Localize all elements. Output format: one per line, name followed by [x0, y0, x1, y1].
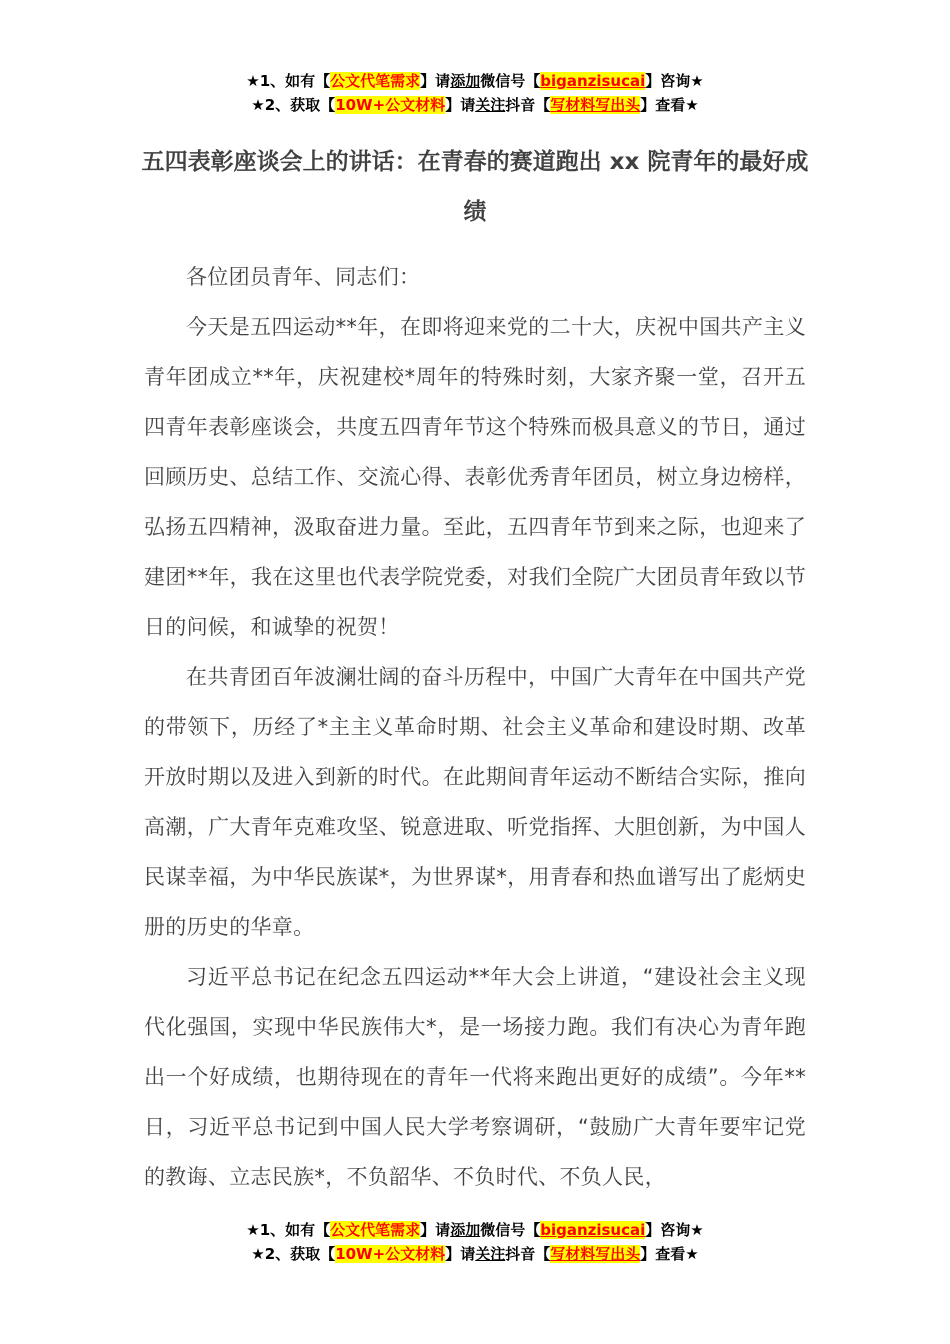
- promo-underlined-text: 关注: [475, 1245, 506, 1263]
- promo-text: 】查看★: [640, 1245, 699, 1263]
- promo-text: 微信号【: [480, 72, 541, 90]
- promo-text: 】请: [445, 96, 476, 114]
- promo-line-1: [0, 69, 950, 93]
- document-title: 五四表彰座谈会上的讲话：在青春的赛道跑出 xx 院青年的最好成绩: [141, 149, 809, 225]
- paragraph: 习近平总书记在纪念五四运动**年大会上讲道，“建设社会主义现代化强国，实现中华民族伟大*，是一场接力跑。我们有决心为青年跑出一个好成绩，也期待现在的青年一代将来跑出更好的成绩”。今年**日，习近平总书记到中国人民大学考察调研，“鼓励广大青年要牢记党的教诲、立志民族*，不负韶华、不负时代、不负人民，: [144, 965, 806, 1189]
- promo-text: 】请: [420, 72, 451, 90]
- promo-banner-top: [0, 69, 950, 117]
- promo-line-2: [0, 1242, 950, 1266]
- promo-text: 】请: [420, 1221, 451, 1239]
- highlight-materials: 10W+公文材料: [335, 1245, 446, 1263]
- promo-text: 】咨询★: [645, 72, 704, 90]
- promo-text: ★2、获取【: [251, 1245, 336, 1263]
- promo-text: 微信号【: [480, 1221, 541, 1239]
- promo-text: ★1、如有【: [246, 72, 331, 90]
- highlight-wechat-id: biganzisucai: [540, 1221, 646, 1239]
- promo-banner-bottom: [0, 1218, 950, 1266]
- document-body: [144, 252, 806, 1202]
- promo-line-1: [0, 1218, 950, 1242]
- promo-line-2: [0, 93, 950, 117]
- highlight-materials: 10W+公文材料: [335, 96, 446, 114]
- promo-text: 】请: [445, 1245, 476, 1263]
- promo-underlined-text: 关注: [475, 96, 506, 114]
- promo-text: 抖音【: [505, 96, 551, 114]
- paragraph: 今天是五四运动**年，在即将迎来党的二十大，庆祝中国共产主义青年团成立**年，庆祝建校*周年的特殊时刻，大家齐聚一堂，召开五四青年表彰座谈会，共度五四青年节这个特殊而极具意义的节日，通过回顾历史、总结工作、交流心得、表彰优秀青年团员，树立身边榜样，弘扬五四精神，汲取奋进力量。至此，五四青年节到来之际，也迎来了建团**年，我在这里也代表学院党委，对我们全院广大团员青年致以节日的问候，和诚挚的祝贺！: [144, 315, 806, 639]
- paragraph: 在共青团百年波澜壮阔的奋斗历程中，中国广大青年在中国共产党的带领下，历经了*主主义革命时期、社会主义革命和建设时期、改革开放时期以及进入到新的时代。在此期间青年运动不断结合实际，推向高潮，广大青年克难攻坚、锐意进取、听党指挥、大胆创新，为中国人民谋幸福，为中华民族谋*，为世界谋*，用青春和热血谱写出了彪炳史册的历史的华章。: [144, 665, 806, 939]
- highlight-douyin-account: 写材料写出头: [550, 1245, 641, 1263]
- highlight-wechat-id: biganzisucai: [540, 72, 646, 90]
- promo-text: 】查看★: [640, 96, 699, 114]
- promo-text: ★1、如有【: [246, 1221, 331, 1239]
- paragraph-salutation: 各位团员青年、同志们：: [186, 265, 421, 289]
- promo-text: 抖音【: [505, 1245, 551, 1263]
- highlight-service: 公文代笔需求: [330, 72, 421, 90]
- promo-text: 】咨询★: [645, 1221, 704, 1239]
- highlight-service: 公文代笔需求: [330, 1221, 421, 1239]
- promo-text: ★2、获取【: [251, 96, 336, 114]
- highlight-douyin-account: 写材料写出头: [550, 96, 641, 114]
- promo-underlined-text: 添加: [450, 72, 481, 90]
- promo-underlined-text: 添加: [450, 1221, 481, 1239]
